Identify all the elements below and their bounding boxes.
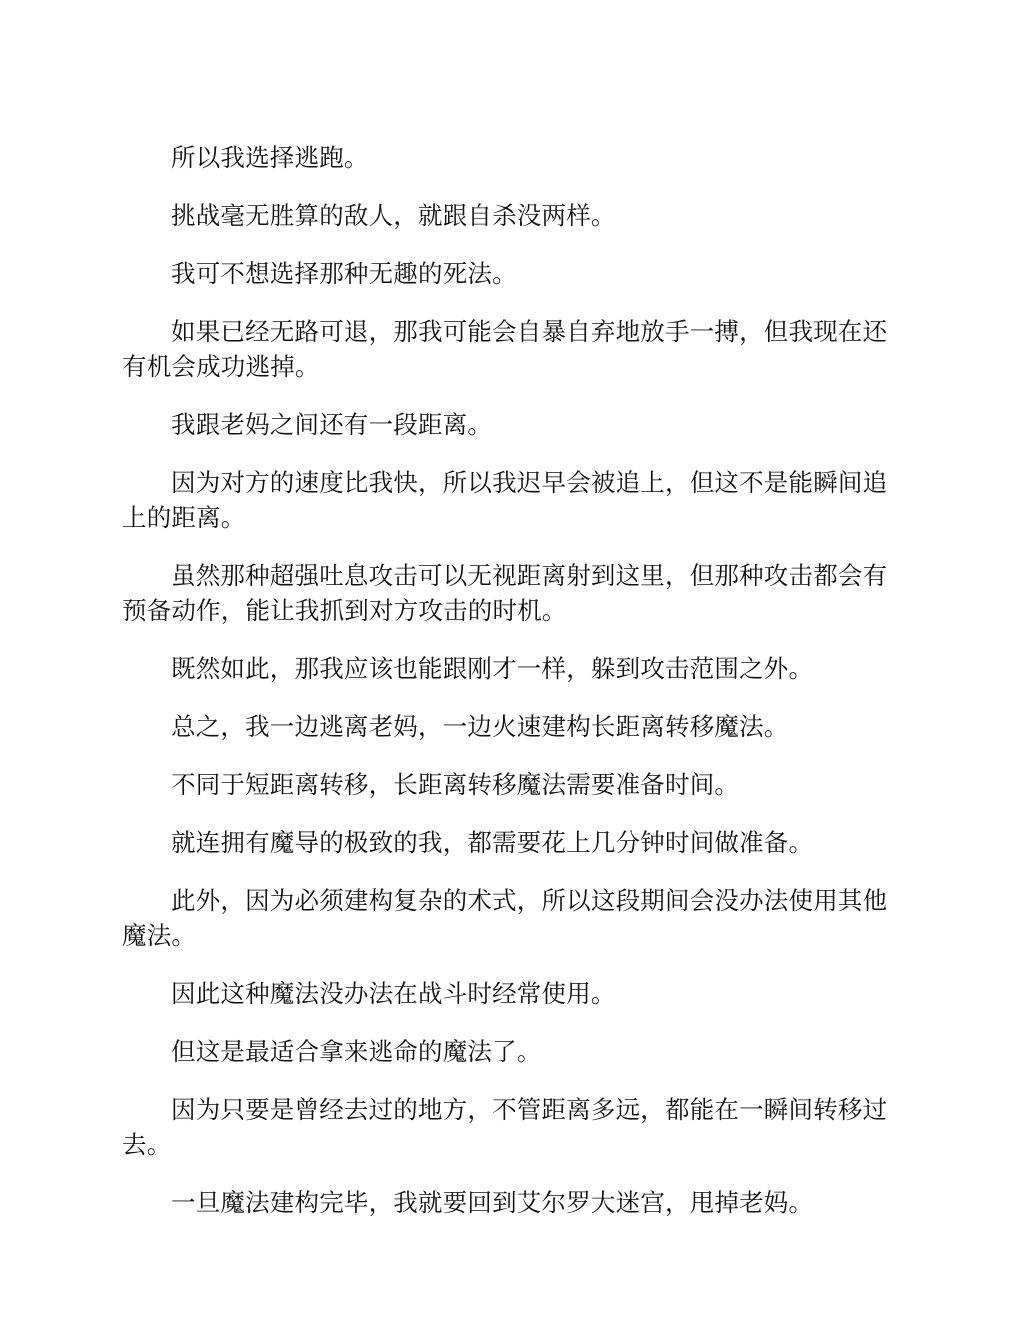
paragraph: 但这是最适合拿来逃命的魔法了。 [171, 1037, 542, 1066]
paragraph: 此外，因为必须建构复杂的术式，所以这段期间会没办法使用其他魔法。 [122, 886, 888, 950]
paragraph: 我可不想选择那种无趣的死法。 [171, 259, 517, 288]
paragraph: 不同于短距离转移，长距离转移魔法需要准备时间。 [171, 770, 740, 799]
document-body [122, 140, 898, 1243]
paragraph: 一旦魔法建构完毕，我就要回到艾尔罗大迷宫，甩掉老妈。 [171, 1188, 814, 1217]
paragraph: 所以我选择逃跑。 [171, 143, 369, 172]
paragraph: 因为只要是曾经去过的地方，不管距离多远，都能在一瞬间转移过去。 [122, 1095, 888, 1159]
paragraph: 我跟老妈之间还有一段距离。 [171, 410, 493, 439]
paragraph: 因为对方的速度比我快，所以我迟早会被追上，但这不是能瞬间追上的距离。 [122, 468, 888, 532]
paragraph: 就连拥有魔导的极致的我，都需要花上几分钟时间做准备。 [171, 828, 814, 857]
paragraph: 既然如此，那我应该也能跟刚才一样，躲到攻击范围之外。 [171, 654, 814, 683]
paragraph: 总之，我一边逃离老妈，一边火速建构长距离转移魔法。 [171, 712, 789, 741]
paragraph: 因此这种魔法没办法在战斗时经常使用。 [171, 979, 616, 1008]
paragraph: 挑战毫无胜算的敌人，就跟自杀没两样。 [171, 201, 616, 230]
paragraph: 虽然那种超强吐息攻击可以无视距离射到这里，但那种攻击都会有预备动作，能让我抓到对方攻击的时机。 [122, 561, 888, 625]
paragraph: 如果已经无路可退，那我可能会自暴自弃地放手一搏，但我现在还有机会成功逃掉。 [122, 317, 888, 381]
